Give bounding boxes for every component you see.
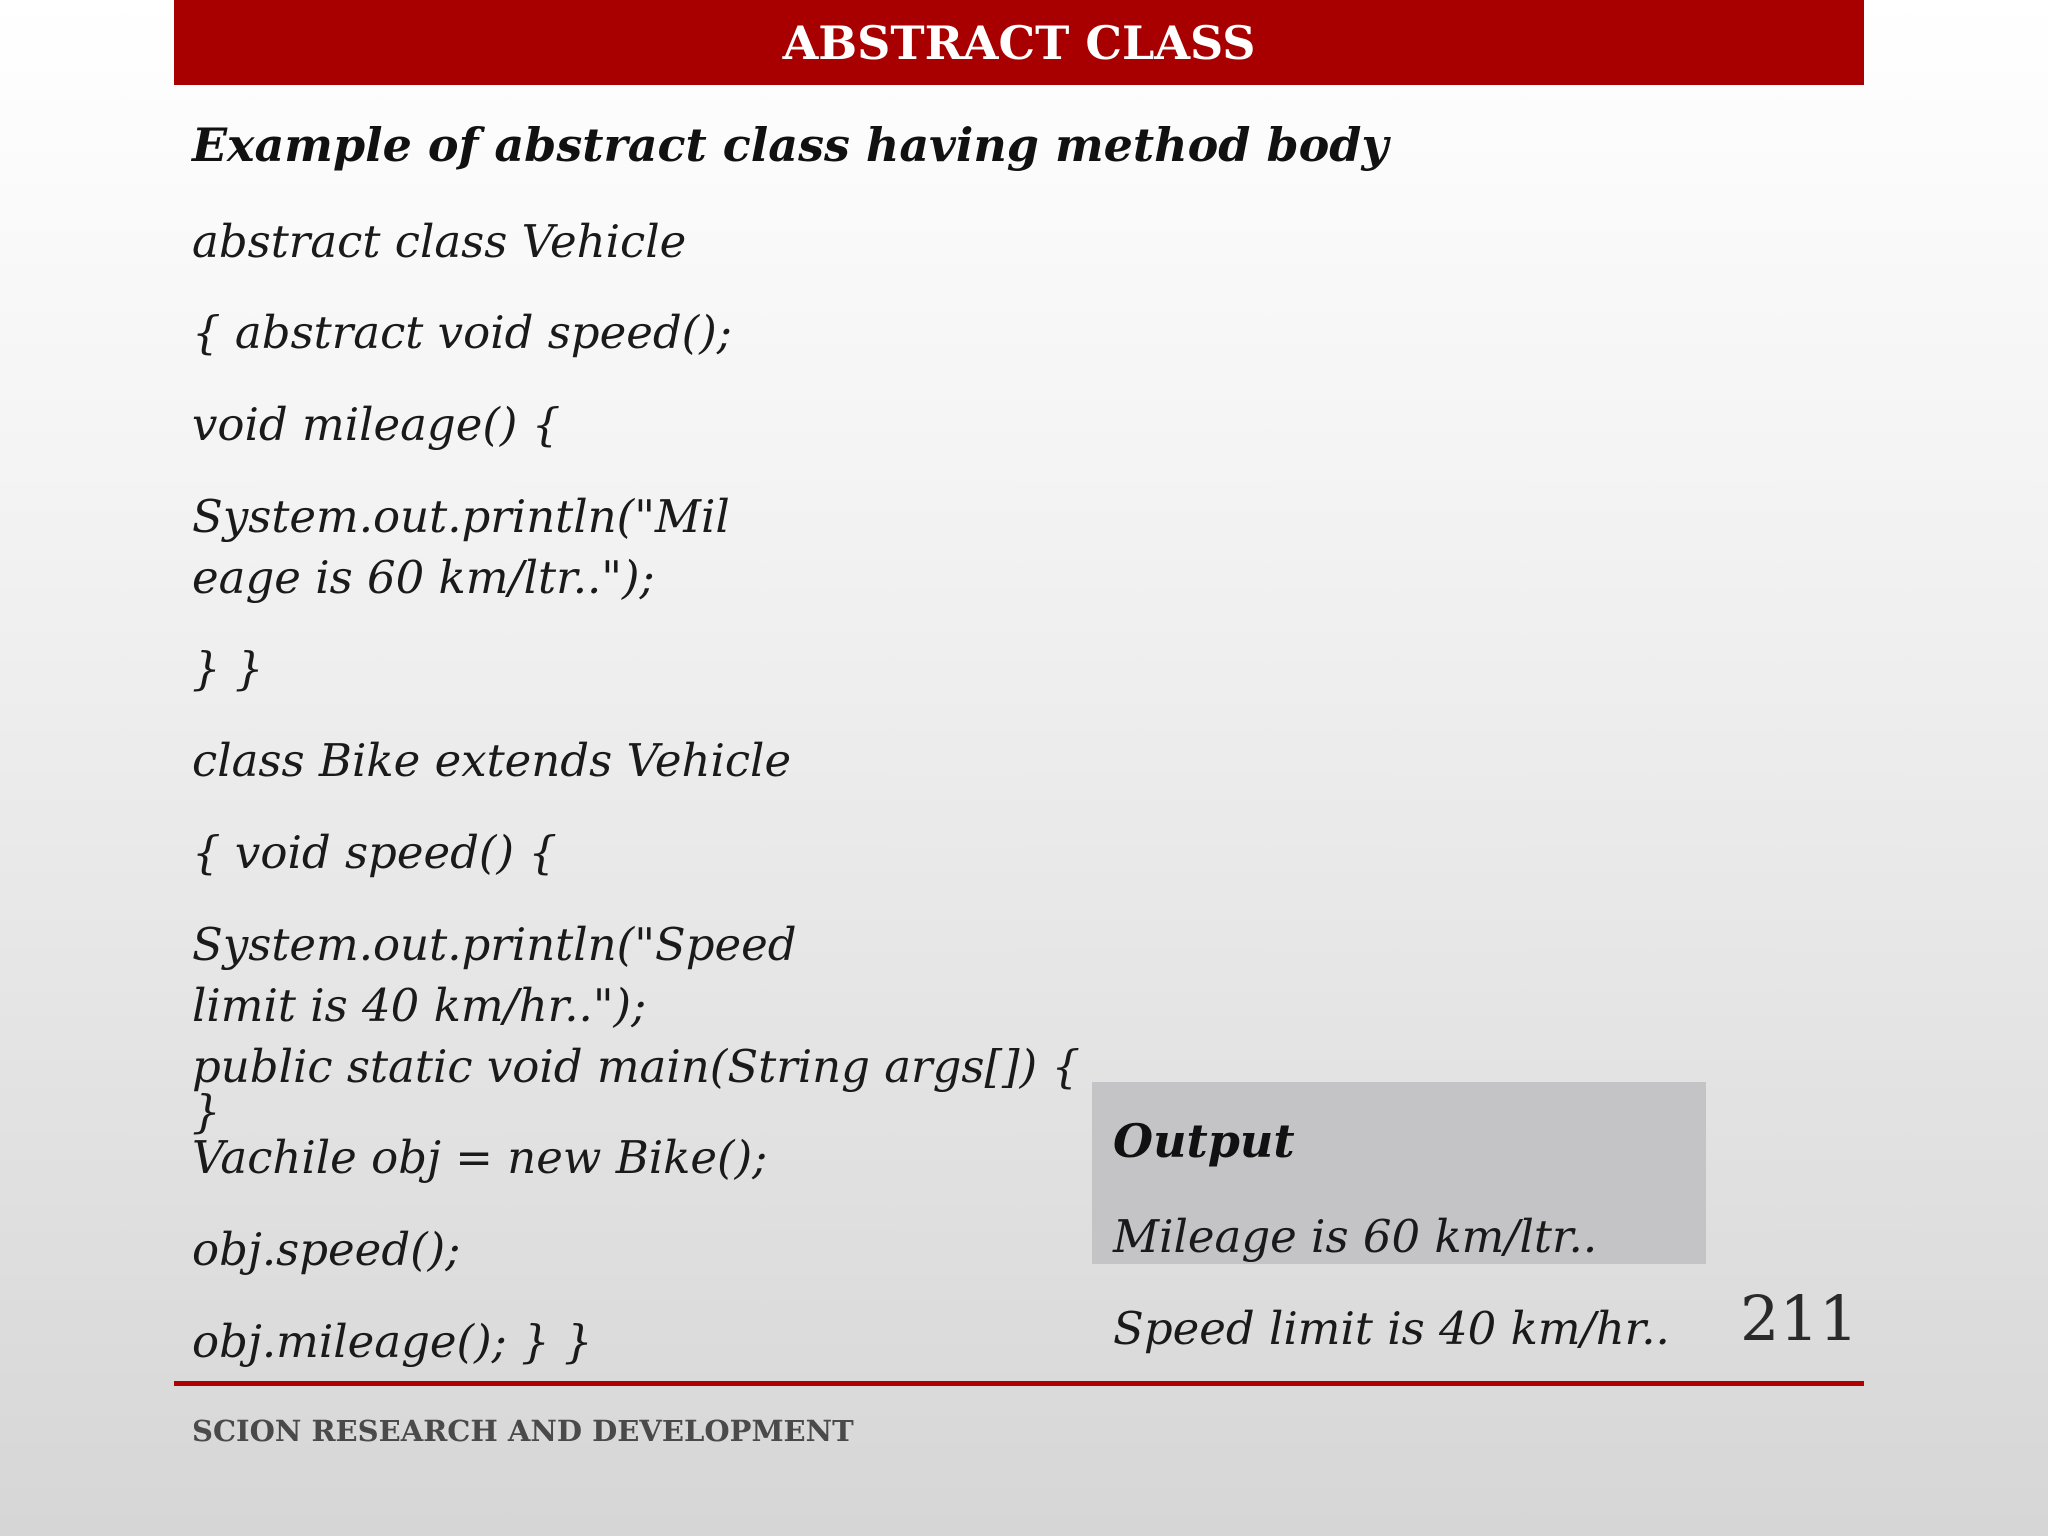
code-line: { void speed() { bbox=[192, 826, 557, 879]
code-line: { abstract void speed(); bbox=[192, 306, 732, 359]
code-line: void mileage() { bbox=[192, 398, 561, 451]
code-line: } } bbox=[192, 642, 264, 695]
code-line: obj.speed(); bbox=[192, 1223, 461, 1276]
footer-text: SCION RESEARCH AND DEVELOPMENT bbox=[192, 1414, 854, 1448]
page-number: 211 bbox=[1740, 1282, 1859, 1355]
code-line: class Bike extends Vehicle bbox=[192, 734, 792, 787]
code-line: eage is 60 km/ltr.."); bbox=[192, 551, 655, 604]
code-line: } bbox=[192, 1085, 221, 1138]
code-line: Vachile obj = new Bike(); bbox=[192, 1131, 768, 1184]
code-line: obj.mileage(); } } bbox=[192, 1315, 593, 1368]
code-line: System.out.println("Mil bbox=[192, 490, 730, 543]
output-line: Mileage is 60 km/ltr.. bbox=[1113, 1210, 1598, 1263]
title-bar bbox=[174, 0, 1864, 85]
slide-title: ABSTRACT CLASS bbox=[782, 15, 1256, 70]
output-line: Speed limit is 40 km/hr.. bbox=[1113, 1302, 1670, 1355]
code-line: limit is 40 km/hr.."); bbox=[192, 979, 647, 1032]
code-line: public static void main(String args[]) { bbox=[192, 1040, 1081, 1093]
footer-divider bbox=[174, 1381, 1864, 1386]
slide-heading: Example of abstract class having method body bbox=[192, 118, 1389, 172]
code-line: abstract class Vehicle bbox=[192, 215, 687, 268]
output-label: Output bbox=[1113, 1114, 1295, 1168]
code-line: System.out.println("Speed bbox=[192, 918, 797, 971]
